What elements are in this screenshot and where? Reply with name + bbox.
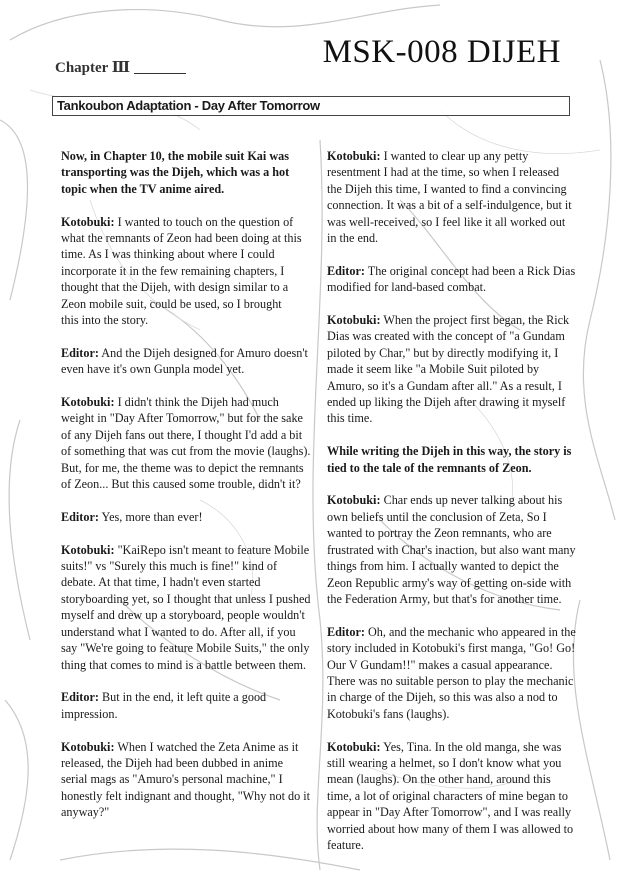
interview-paragraph: Kotobuki: When the project first began, the Rick Dias was created with the concept of "a Gundam piloted by Char," but by directly modifying it, I made it seem like "a Mobile Suit piloted by Amuro, so it's a Gundam after all." As a result, I ended up liking the Dijeh after drawing it myself this time. xyxy=(327,313,570,426)
interview-paragraph: Kotobuki: I wanted to touch on the question of what the remnants of Zeon had been doing at this time. As I was thinking about where I could incorporate it in the few remaining chapters, I thought that the Dijeh, with design similar to a Zeon mobile suit, could be used, so I brought this into the story. xyxy=(61,214,302,328)
speaker-label: Kotobuki: xyxy=(327,493,381,508)
interview-question: Now, in Chapter 10, the mobile suit Kai was transporting was the Dijeh, which was a hot topic when the TV anime aired. xyxy=(61,149,290,196)
speaker-label: Kotobuki: xyxy=(327,739,381,754)
interview-paragraph: Kotobuki: I didn't think the Dijeh had much weight in "Day After Tomorrow," but for the sake of any Dijeh fans out there, I thought I'd add a bit of something that was cut from the movie (laughs). But, for me, the theme was to depict the remnants of Zeon... But this caused some trouble, didn't it? xyxy=(61,395,311,492)
speaker-label: Editor: xyxy=(327,263,365,278)
interview-paragraph: Kotobuki: Char ends up never talking about his own beliefs until the conclusion of Zeta, So I wanted to portray the Zeon remnants, who are frustrated with Char's inaction, but also want many things from him. I actually wanted to depict the Zeon Republic army's way of getting on-side with the Federation Army, but that's for another time. xyxy=(327,493,576,606)
interview-paragraph: Kotobuki: When I watched the Zeta Anime as it released, the Dijeh had been dubbed in anime serial mags as "Amuro's personal machine," I honestly felt indignant and thought, "Why not do it anyway?" xyxy=(61,739,311,820)
interview-paragraph: Editor: Oh, and the mechanic who appeared in the story included in Kotobuki's first manga, "Go! Go! Our V Gundam!!" makes a casual appearance. There was no suitable person to play the mechanic in charge of the Dijeh, so this was also a nod to Kotobuki's fans (laughs). xyxy=(327,624,576,721)
interview-question: While writing the Dijeh in this way, the story is tied to the tale of the remnants of Zeon. xyxy=(327,444,572,475)
speaker-label: Kotobuki: xyxy=(61,739,115,754)
speaker-label: Editor: xyxy=(61,690,99,705)
page-title: MSK-008 DIJEH xyxy=(322,34,561,70)
left-column xyxy=(61,148,311,837)
speaker-label: Kotobuki: xyxy=(61,542,115,557)
section-banner-text: Tankoubon Adaptation - Day After Tomorrow xyxy=(57,98,320,113)
interview-paragraph: Editor: Yes, more than ever! xyxy=(61,509,203,524)
chapter-label xyxy=(55,58,186,77)
speaker-label: Kotobuki: xyxy=(61,395,115,410)
interview-paragraph: Editor: But in the end, it left quite a good impression. xyxy=(61,690,267,721)
speaker-label: Editor: xyxy=(327,624,365,639)
speaker-label: Kotobuki: xyxy=(327,313,381,328)
speaker-label: Editor: xyxy=(61,509,99,524)
chapter-text: Chapter Ⅲ xyxy=(55,60,131,76)
interview-paragraph: Kotobuki: I wanted to clear up any petty resentment I had at the time, so when I released the Dijeh this time, I wanted to find a convincing connection. It was a bit of a self-indulgence, but it was well-received, so I feel like it all worked out in the end. xyxy=(327,149,572,246)
speaker-label: Kotobuki: xyxy=(61,214,115,229)
interview-paragraph: Kotobuki: "KaiRepo isn't meant to feature Mobile suits!" vs "Surely this much is fine!" kind of debate. At that time, I hadn't even started storyboarding yet, so I thought that unless I pushed myself and drew up a storyboard, people wouldn't understand what I wanted to do. After all, if you say "We're going to feature Mobile Suits," the only thing that comes to mind is a battle between them. xyxy=(61,542,311,672)
interview-paragraph: Kotobuki: Yes, Tina. In the old manga, she was still wearing a helmet, so I don't know what you mean (laughs). On the other hand, around this time, a lot of original characters of mine began to appear in "Day After Tomorrow", and I was really worried about how many of them I was allowed to feature. xyxy=(327,739,574,852)
section-banner xyxy=(52,96,570,116)
speaker-label: Editor: xyxy=(61,345,99,360)
right-column xyxy=(327,148,577,870)
speaker-label: Kotobuki: xyxy=(327,149,381,163)
interview-paragraph: Editor: The original concept had been a Rick Dias modified for land-based combat. xyxy=(327,263,576,295)
chapter-rule xyxy=(134,73,186,74)
interview-paragraph: Editor: And the Dijeh designed for Amuro doesn't even have it's own Gunpla model yet. xyxy=(61,345,308,377)
